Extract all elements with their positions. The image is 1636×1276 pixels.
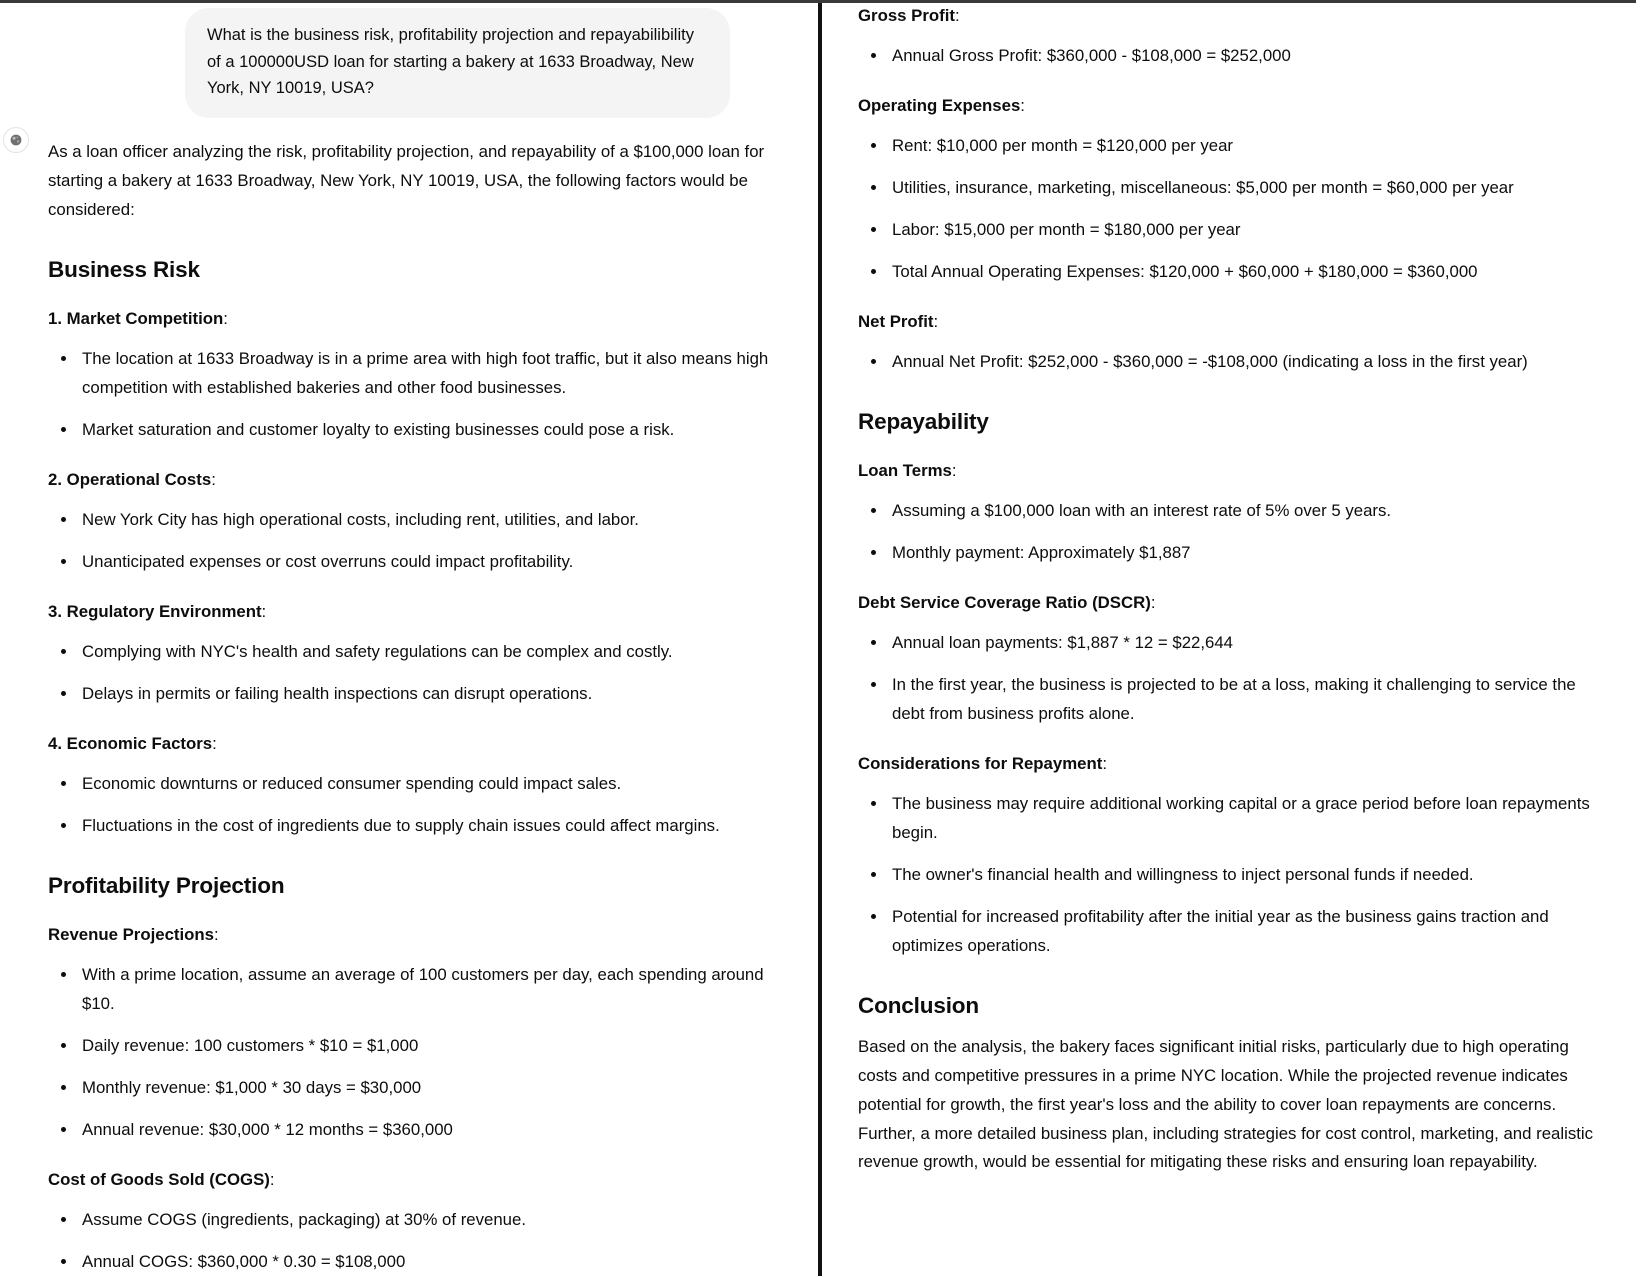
subheading-label: Loan Terms bbox=[858, 461, 952, 481]
list-loan-terms bbox=[858, 497, 1606, 568]
list-item: Fluctuations in the cost of ingredients due to supply chain issues could affect margins. bbox=[48, 812, 776, 841]
assistant-avatar-icon bbox=[3, 127, 29, 153]
list-item: The location at 1633 Broadway is in a prime area with high foot traffic, but it also means high competition with established bakeries and other food businesses. bbox=[48, 345, 776, 403]
list-item: Rent: $10,000 per month = $120,000 per year bbox=[858, 132, 1606, 161]
list-item: Assuming a $100,000 loan with an interest rate of 5% over 5 years. bbox=[858, 497, 1606, 526]
list-item: With a prime location, assume an average of 100 customers per day, each spending around $10. bbox=[48, 961, 776, 1019]
subheading-label: Revenue Projections bbox=[48, 925, 215, 945]
subheading-colon: : bbox=[954, 6, 960, 25]
list-dscr bbox=[858, 629, 1606, 729]
subheading-label: Operating Expenses bbox=[858, 96, 1021, 116]
subheading-label: 3. Regulatory Environment bbox=[48, 601, 262, 621]
subheading-colon: : bbox=[1102, 753, 1107, 773]
list-item: Annual Gross Profit: $360,000 - $108,000 = $252,000 bbox=[858, 42, 1606, 71]
assistant-intro-paragraph: As a loan officer analyzing the risk, profitability projection, and repayability of a $100,000 loan for starting a bakery at 1633 Broadway, New York, NY 10019, USA, the following factors would be considered: bbox=[48, 142, 765, 219]
subheading-economic-factors bbox=[48, 731, 776, 756]
two-column-layout bbox=[0, 3, 1636, 1276]
subheading-operating-expenses bbox=[858, 93, 1606, 118]
list-gross-profit bbox=[858, 42, 1606, 71]
list-item: The owner's financial health and willingness to inject personal funds if needed. bbox=[858, 861, 1606, 890]
list-revenue-projections bbox=[48, 961, 776, 1144]
subheading-colon: : bbox=[212, 733, 217, 753]
subheading-market-competition bbox=[48, 306, 776, 331]
assistant-message bbox=[48, 118, 776, 1276]
subheading-colon: : bbox=[1020, 96, 1025, 116]
list-item: Potential for increased profitability after the initial year as the business gains traction and optimizes operations. bbox=[858, 903, 1606, 961]
list-item: Labor: $15,000 per month = $180,000 per year bbox=[858, 216, 1606, 245]
list-item: Assume COGS (ingredients, packaging) at 30% of revenue. bbox=[48, 1206, 776, 1235]
heading-conclusion: Conclusion bbox=[858, 992, 979, 1018]
list-item: Annual Net Profit: $252,000 - $360,000 = -$108,000 (indicating a loss in the first year) bbox=[858, 348, 1606, 377]
subheading-net-profit bbox=[858, 309, 1606, 334]
list-item: The business may require additional working capital or a grace period before loan repayments begin. bbox=[858, 790, 1606, 848]
list-cost-of-goods-sold bbox=[48, 1206, 776, 1276]
subheading-label: Gross Profit bbox=[858, 6, 955, 25]
list-net-profit bbox=[858, 348, 1606, 377]
list-item: Unanticipated expenses or cost overruns could impact profitability. bbox=[48, 548, 776, 577]
list-economic-factors bbox=[48, 770, 776, 841]
list-operational-costs bbox=[48, 506, 776, 577]
subheading-considerations-for-repayment bbox=[858, 751, 1606, 776]
list-item: Delays in permits or failing health inspections can disrupt operations. bbox=[48, 680, 776, 709]
subheading-gross-profit bbox=[858, 3, 1606, 28]
list-item: Economic downturns or reduced consumer spending could impact sales. bbox=[48, 770, 776, 799]
conclusion-paragraph: Based on the analysis, the bakery faces significant initial risks, particularly due to high operating costs and competitive pressures in a prime NYC location. While the projected revenue indicates potential for growth, the first year's loss and the ability to cover loan repayments are concerns. Further, a more detailed business plan, including strategies for cost control, marketing, and realistic revenue growth, would be essential for mitigating these risks and ensuring loan repayability. bbox=[858, 1036, 1594, 1172]
list-item: Annual revenue: $30,000 * 12 months = $360,000 bbox=[48, 1116, 776, 1145]
list-item: Monthly revenue: $1,000 * 30 days = $30,000 bbox=[48, 1074, 776, 1103]
subheading-revenue-projections bbox=[48, 922, 776, 947]
list-operating-expenses bbox=[858, 132, 1606, 287]
subheading-loan-terms bbox=[858, 458, 1606, 483]
list-item: Annual loan payments: $1,887 * 12 = $22,644 bbox=[858, 629, 1606, 658]
heading-business-risk: Business Risk bbox=[48, 256, 200, 282]
list-item: In the first year, the business is projected to be at a loss, making it challenging to service the debt from business profits alone. bbox=[858, 671, 1606, 729]
user-message-row bbox=[48, 3, 776, 118]
subheading-colon: : bbox=[223, 309, 228, 329]
subheading-operational-costs bbox=[48, 467, 776, 492]
subheading-colon: : bbox=[1150, 593, 1156, 613]
subheading-regulatory-environment bbox=[48, 599, 776, 624]
list-item: Daily revenue: 100 customers * $10 = $1,000 bbox=[48, 1032, 776, 1061]
user-message-bubble[interactable]: What is the business risk, profitability projection and repayabilibility of a 100000USD loan for starting a bakery at 1633 Broadway, New York, NY 10019, USA? bbox=[185, 8, 730, 118]
subheading-colon: : bbox=[261, 601, 267, 621]
subheading-colon: : bbox=[211, 469, 216, 489]
subheading-label: Debt Service Coverage Ratio (DSCR) bbox=[858, 593, 1151, 613]
list-item: Annual COGS: $360,000 * 0.30 = $108,000 bbox=[48, 1248, 776, 1276]
subheading-label: 1. Market Competition bbox=[48, 309, 224, 329]
assistant-message-continued bbox=[858, 3, 1606, 1177]
subheading-label: 2. Operational Costs bbox=[48, 469, 212, 489]
list-item: Market saturation and customer loyalty to existing businesses could pose a risk. bbox=[48, 416, 776, 445]
subheading-label: Considerations for Repayment bbox=[858, 753, 1103, 773]
subheading-colon: : bbox=[214, 925, 219, 945]
subheading-colon: : bbox=[269, 1169, 275, 1189]
list-item: New York City has high operational costs, including rent, utilities, and labor. bbox=[48, 506, 776, 535]
left-column bbox=[0, 3, 818, 1276]
heading-profitability-projection: Profitability Projection bbox=[48, 872, 285, 898]
list-market-competition bbox=[48, 345, 776, 445]
subheading-label: Net Profit bbox=[858, 311, 934, 331]
right-column bbox=[822, 3, 1636, 1276]
list-item: Total Annual Operating Expenses: $120,000 + $60,000 + $180,000 = $360,000 bbox=[858, 258, 1606, 287]
subheading-label: 4. Economic Factors bbox=[48, 733, 213, 753]
heading-repayability: Repayability bbox=[858, 408, 989, 434]
subheading-colon: : bbox=[933, 311, 939, 331]
list-considerations-for-repayment bbox=[858, 790, 1606, 960]
list-regulatory-environment bbox=[48, 638, 776, 709]
list-item: Complying with NYC's health and safety regulations can be complex and costly. bbox=[48, 638, 776, 667]
subheading-cost-of-goods-sold bbox=[48, 1167, 776, 1192]
subheading-colon: : bbox=[951, 461, 957, 481]
subheading-label: Cost of Goods Sold (COGS) bbox=[48, 1169, 270, 1189]
subheading-dscr bbox=[858, 590, 1606, 615]
list-item: Utilities, insurance, marketing, miscellaneous: $5,000 per month = $60,000 per year bbox=[858, 174, 1606, 203]
list-item: Monthly payment: Approximately $1,887 bbox=[858, 539, 1606, 568]
